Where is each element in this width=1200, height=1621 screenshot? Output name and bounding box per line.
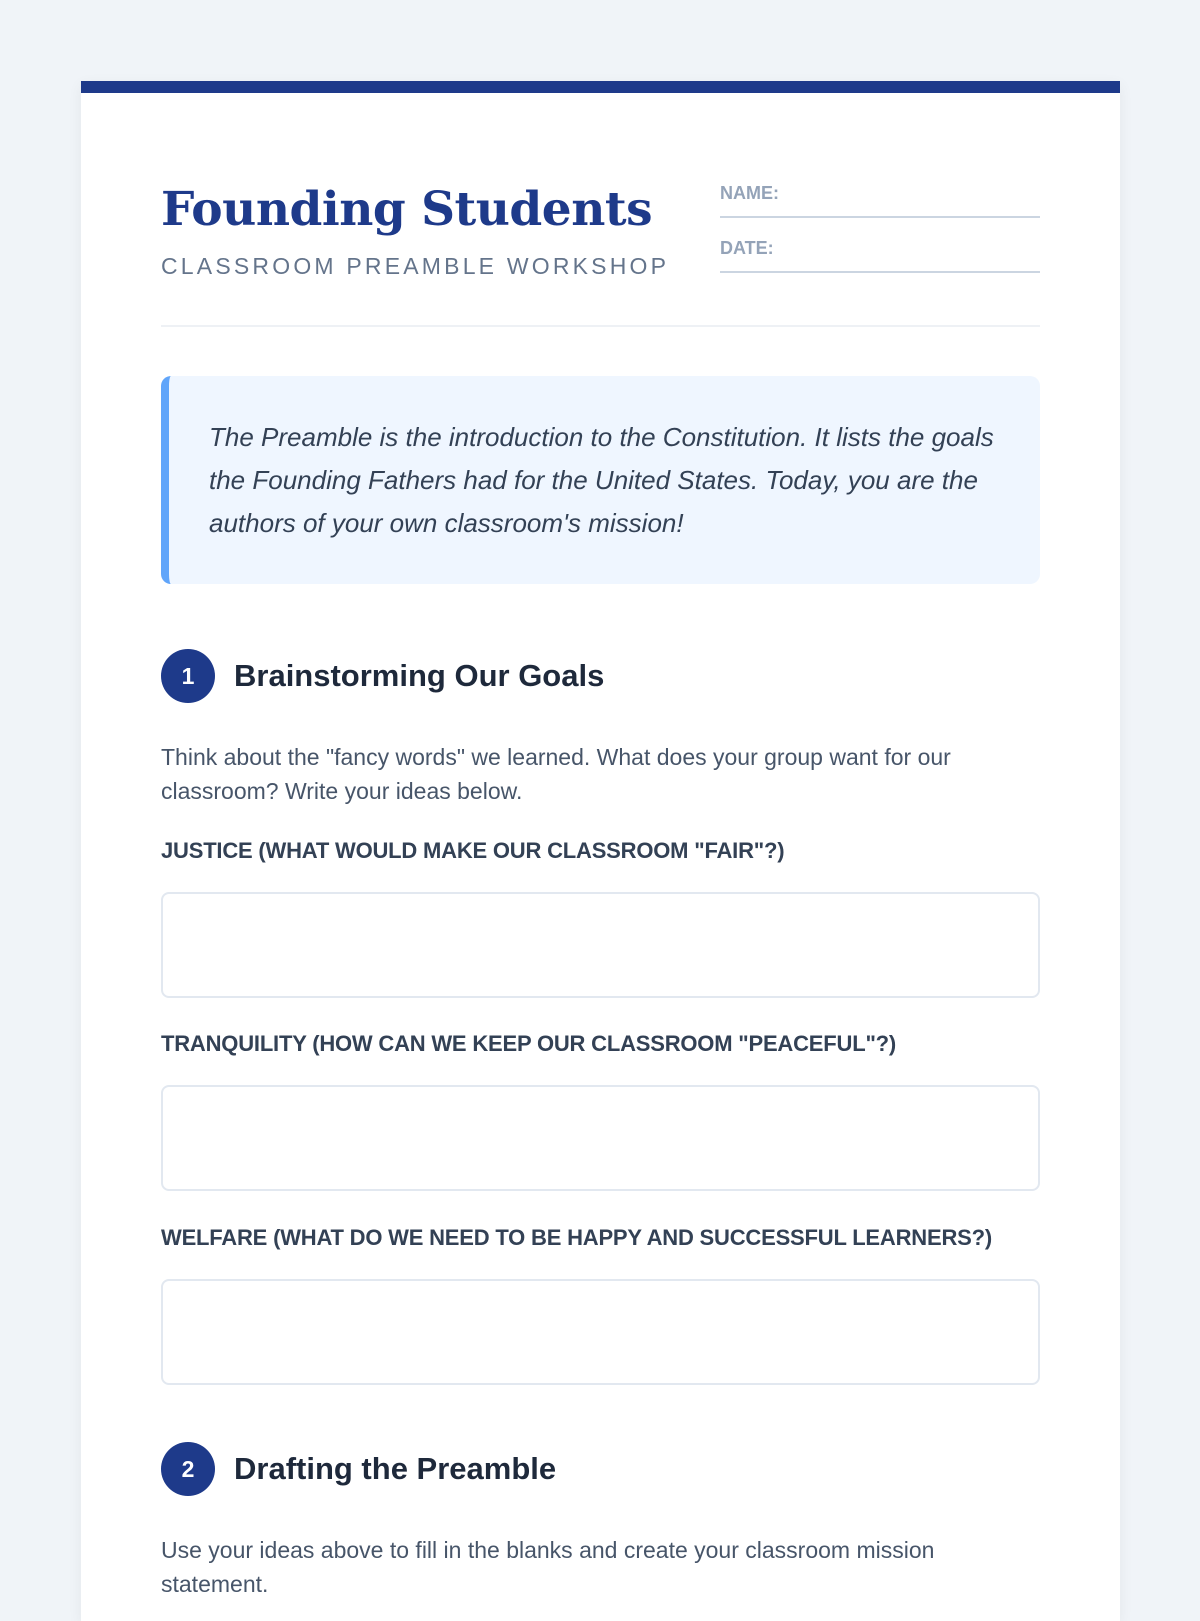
welfare-input[interactable] [161,1279,1040,1385]
section-1-description: Think about the "fancy words" we learned. What does your group want for our classroom? Write your ideas below. [161,744,951,804]
tranquility-input[interactable] [161,1085,1040,1191]
justice-input[interactable] [161,892,1040,998]
tranquility-label: TRANQUILITY (HOW CAN WE KEEP OUR CLASSROOM "PEACEFUL"?) [161,1031,897,1056]
date-label: DATE: [720,238,774,258]
worksheet-title: Founding Students [161,182,653,237]
section-2-description: Use your ideas above to fill in the blanks and create your classroom mission statement. [161,1537,935,1597]
date-field [720,239,1040,273]
welfare-label: WELFARE (WHAT DO WE NEED TO BE HAPPY AND SUCCESSFUL LEARNERS?) [161,1225,992,1250]
name-field [720,184,1040,218]
step-2-badge: 2 [161,1442,215,1496]
section-2-title: Drafting the Preamble [234,1451,557,1486]
worksheet [81,81,1120,1621]
step-1-badge: 1 [161,649,215,703]
worksheet-content [161,93,1040,1597]
name-label: NAME: [720,183,779,203]
intro-callout [161,376,1040,584]
worksheet-subtitle: CLASSROOM PREAMBLE WORKSHOP [161,253,670,279]
name-input[interactable] [790,184,1040,214]
date-input[interactable] [790,239,1040,269]
worksheet-header [161,93,1040,327]
section-1-title: Brainstorming Our Goals [234,658,605,693]
intro-text: The Preamble is the introduction to the Constitution. It lists the goals the Founding Fathers had for the United States. Today, you are the authors of your own classroom's mission! [209,422,994,538]
justice-label: JUSTICE (WHAT WOULD MAKE OUR CLASSROOM "FAIR"?) [161,838,785,863]
